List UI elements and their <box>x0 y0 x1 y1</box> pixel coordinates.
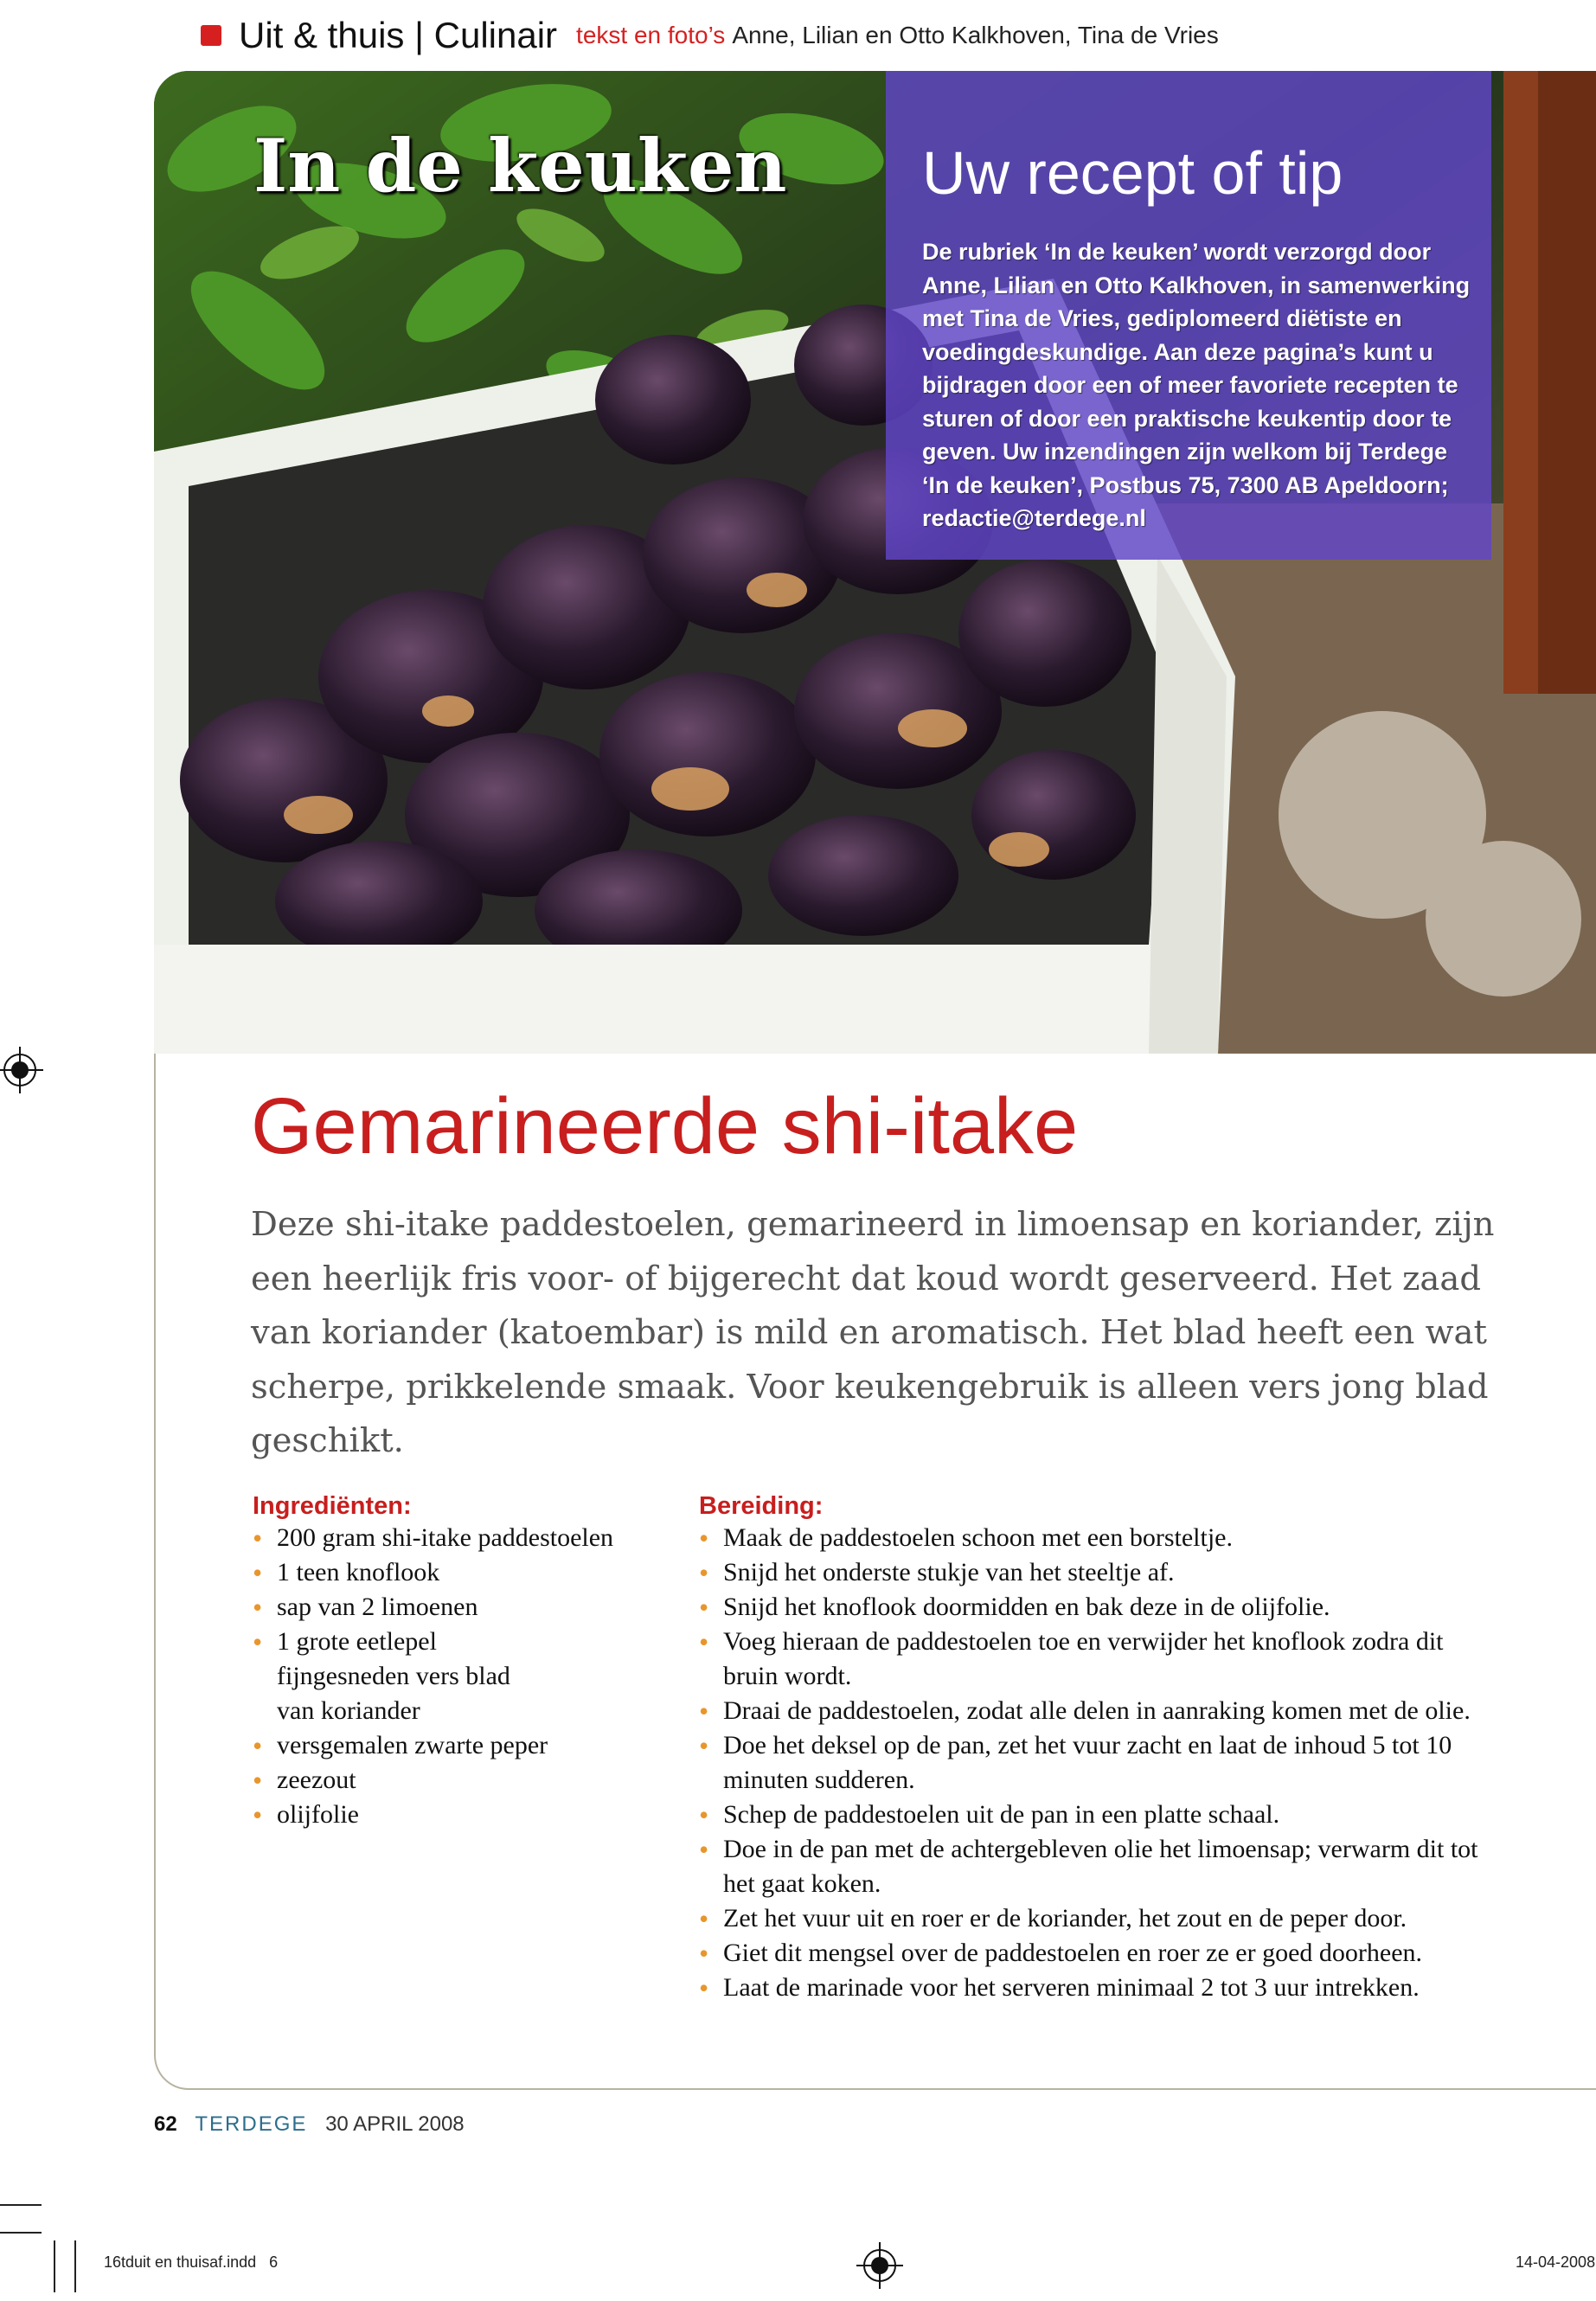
preparation-heading: Bereiding: <box>699 1492 824 1520</box>
ingredient-item: • 1 teen knoflook <box>253 1555 668 1590</box>
preparation-step: • Schep de paddestoelen uit de pan in een platte schaal. <box>699 1798 1503 1832</box>
preparation-step: • Laat de marinade voor het serveren minimaal 2 tot 3 uur intrekken. <box>699 1971 1503 2005</box>
page-header <box>201 14 1219 57</box>
preparation-step: • Giet dit mengsel over de paddestoelen en roer ze er goed doorheen. <box>699 1936 1503 1971</box>
magazine-name: TERDEGE <box>195 2112 308 2136</box>
section-title: In de keuken <box>253 123 787 208</box>
ingredients-column <box>253 1492 668 1832</box>
ingredient-item: • zeezout <box>253 1763 668 1798</box>
registration-mark-icon <box>863 2249 896 2282</box>
ingredient-item: • versgemalen zwarte peper <box>253 1728 668 1763</box>
recipe-intro: Deze shi-itake paddestoelen, gemarineerd in limoensap en koriander, zijn een heerlijk fris voor- of bijgerecht dat koud wordt geserveerd. Het zaad van koriander (katoembar) is mild en aromatisch. Het blad heeft een wat scherpe, prikkelende smaak. Voor keukengebruik is alleen vers jong blad geschikt. <box>251 1205 1495 1460</box>
section-marker-icon <box>201 25 221 46</box>
preparation-step: • Zet het vuur uit en roer er de koriander, het zout en de peper door. <box>699 1901 1503 1936</box>
preparation-step: • Draai de paddestoelen, zodat alle delen in aanraking komen met de olie. <box>699 1694 1503 1728</box>
preparation-step: • Doe het deksel op de pan, zet het vuur zacht en laat de inhoud 5 tot 10 minuten sudderen. <box>699 1728 1503 1798</box>
credit-label: tekst en foto’s <box>576 22 726 48</box>
preparation-column <box>699 1492 1503 2005</box>
tip-box <box>886 71 1491 560</box>
credit-names: Anne, Lilian en Otto Kalkhoven, Tina de Vries <box>732 22 1219 48</box>
preparation-step: • Maak de paddestoelen schoon met een borsteltje. <box>699 1521 1503 1555</box>
ingredient-item: • 200 gram shi-itake paddestoelen <box>253 1521 668 1555</box>
slug-filename: 16tduit en thuisaf.indd 6 <box>104 2253 279 2271</box>
preparation-step: • Snijd het knoflook doormidden en bak deze in de olijfolie. <box>699 1590 1503 1625</box>
crop-mark <box>54 2240 55 2292</box>
preparation-step: • Voeg hieraan de paddestoelen toe en verwijder het knoflook zodra dit bruin wordt. <box>699 1625 1503 1694</box>
preparation-step: • Doe in de pan met de achtergebleven olie het limoensap; verwarm dit tot het gaat koken. <box>699 1832 1503 1901</box>
ingredients-list <box>253 1521 668 1832</box>
page-footer <box>154 2112 465 2137</box>
preparation-list <box>699 1521 1503 2005</box>
tip-box-text: De rubriek ‘In de keuken’ wordt verzorgd door Anne, Lilian en Otto Kalkhoven, in samenwerking met Tina de Vries, gediplomeerd diëtiste en voedingdeskundige. Aan deze pagina’s kunt u bijdragen door een of meer favoriete recepten te sturen of door een praktische keukentip door te geven. Uw inzendingen zijn welkom bij Terdege ‘In de keuken’, Postbus 75, 7300 AB Apeldoorn; redactie@terdege.nl <box>922 239 1471 531</box>
ingredients-heading: Ingrediënten: <box>253 1492 412 1520</box>
crop-mark <box>0 2204 42 2206</box>
ingredient-item: • olijfolie <box>253 1798 668 1832</box>
tip-box-title: Uw recept of tip <box>922 139 1343 207</box>
recipe-title: Gemarineerde shi-itake <box>251 1082 1079 1170</box>
slug-date: 14-04-2008 <box>1516 2253 1596 2271</box>
crop-mark <box>0 2232 42 2234</box>
ingredient-item: • sap van 2 limoenen <box>253 1590 668 1625</box>
ingredient-item: • 1 grote eetlepel fijngesneden vers blad van koriander <box>253 1625 528 1728</box>
issue-date: 30 APRIL 2008 <box>325 2112 465 2136</box>
crop-mark <box>74 2240 76 2292</box>
section-label: Uit & thuis | Culinair <box>239 15 558 55</box>
registration-mark-icon <box>3 1054 36 1086</box>
page-number: 62 <box>154 2112 177 2136</box>
preparation-step: • Snijd het onderste stukje van het steeltje af. <box>699 1555 1503 1590</box>
